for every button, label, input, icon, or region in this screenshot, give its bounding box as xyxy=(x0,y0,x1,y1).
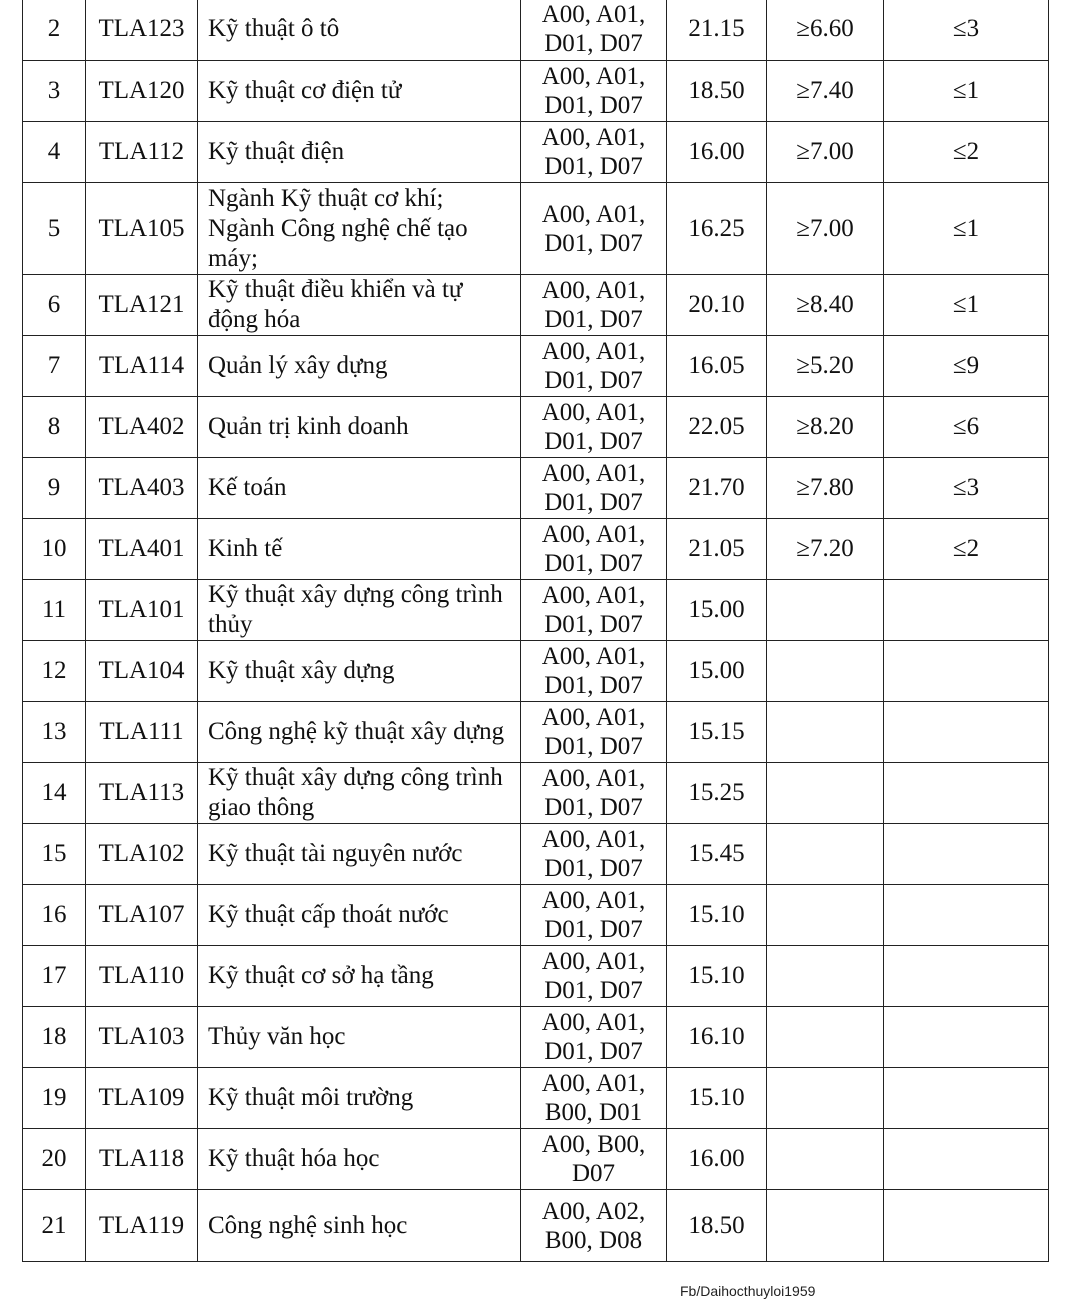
admission-score-cell: 16.00 xyxy=(667,1129,767,1190)
wish-order-cell: ≤9 xyxy=(884,336,1049,397)
table-row xyxy=(23,1068,1049,1129)
subject-combination-cell xyxy=(521,61,667,122)
admission-score-table-container xyxy=(22,0,1048,1262)
program-code-cell: TLA111 xyxy=(86,702,198,763)
subject-combination-line-1: A00, A01, xyxy=(541,338,646,365)
admission-score-cell: 22.05 xyxy=(667,397,767,458)
subject-combination-cell xyxy=(521,1129,667,1190)
table-row xyxy=(23,763,1049,824)
program-code-cell: TLA105 xyxy=(86,183,198,275)
row-number-cell: 10 xyxy=(23,519,86,580)
program-code-cell: TLA401 xyxy=(86,519,198,580)
program-code-cell: TLA102 xyxy=(86,824,198,885)
wish-order-cell: ≤1 xyxy=(884,275,1049,336)
subject-combination-line-1: A00, A01, xyxy=(541,1070,646,1097)
program-name-cell: Thủy văn học xyxy=(198,1007,521,1068)
subject-combination-line-2: D01, D07 xyxy=(544,550,643,577)
program-name-cell: Kỹ thuật môi trường xyxy=(198,1068,521,1129)
admission-score-cell: 21.70 xyxy=(667,458,767,519)
minimum-subject-score-cell xyxy=(767,946,884,1007)
subject-combination-line-1: A00, B00, xyxy=(541,1131,646,1158)
row-number-cell: 5 xyxy=(23,183,86,275)
admission-score-cell: 15.15 xyxy=(667,702,767,763)
program-code-cell: TLA403 xyxy=(86,458,198,519)
row-number-cell: 17 xyxy=(23,946,86,1007)
table-row xyxy=(23,641,1049,702)
subject-combination-line-1: A00, A01, xyxy=(541,887,646,914)
wish-order-cell xyxy=(884,641,1049,702)
subject-combination-line-2: D01, D07 xyxy=(544,29,643,57)
subject-combination-line-1: A00, A01, xyxy=(541,643,646,670)
subject-combination-line-1: A00, A01, xyxy=(541,124,646,151)
program-name-cell: Kỹ thuật ô tô xyxy=(198,0,521,61)
minimum-subject-score-cell: ≥8.40 xyxy=(767,275,884,336)
table-row xyxy=(23,519,1049,580)
table-row xyxy=(23,1129,1049,1190)
row-number-cell: 12 xyxy=(23,641,86,702)
subject-combination-line-2: B00, D08 xyxy=(544,1226,643,1254)
minimum-subject-score-cell: ≥7.20 xyxy=(767,519,884,580)
subject-combination-line-1: A00, A01, xyxy=(541,948,646,975)
wish-order-cell xyxy=(884,1129,1049,1190)
subject-combination-line-1: A00, A01, xyxy=(541,521,646,548)
wish-order-cell xyxy=(884,885,1049,946)
program-code-cell: TLA123 xyxy=(86,0,198,61)
program-name-cell: Kỹ thuật hóa học xyxy=(198,1129,521,1190)
subject-combination-line-2: D01, D07 xyxy=(544,977,643,1004)
subject-combination-line-2: D01, D07 xyxy=(544,489,643,516)
subject-combination-cell xyxy=(521,1190,667,1262)
table-row xyxy=(23,580,1049,641)
admission-score-cell: 15.25 xyxy=(667,763,767,824)
program-code-cell: TLA112 xyxy=(86,122,198,183)
row-number-cell: 19 xyxy=(23,1068,86,1129)
table-row xyxy=(23,183,1049,275)
subject-combination-line-1: A00, A01, xyxy=(541,460,646,487)
program-name-cell: Kế toán xyxy=(198,458,521,519)
wish-order-cell xyxy=(884,580,1049,641)
wish-order-cell: ≤1 xyxy=(884,183,1049,275)
table-row xyxy=(23,824,1049,885)
wish-order-cell: ≤1 xyxy=(884,61,1049,122)
program-name-cell: Kinh tế xyxy=(198,519,521,580)
row-number-cell: 8 xyxy=(23,397,86,458)
subject-combination-cell xyxy=(521,641,667,702)
subject-combination-line-2: D01, D07 xyxy=(544,794,643,821)
minimum-subject-score-cell xyxy=(767,1007,884,1068)
admission-score-cell: 16.05 xyxy=(667,336,767,397)
subject-combination-line-1: A00, A01, xyxy=(541,63,646,90)
wish-order-cell xyxy=(884,1068,1049,1129)
subject-combination-line-2: B00, D01 xyxy=(544,1099,643,1126)
program-code-cell: TLA120 xyxy=(86,61,198,122)
program-name-cell: Quản trị kinh doanh xyxy=(198,397,521,458)
subject-combination-cell xyxy=(521,336,667,397)
subject-combination-line-1: A00, A01, xyxy=(541,826,646,853)
table-row xyxy=(23,397,1049,458)
program-name-cell: Kỹ thuật cơ sở hạ tầng xyxy=(198,946,521,1007)
subject-combination-line-1: A00, A01, xyxy=(541,277,646,304)
subject-combination-line-2: D01, D07 xyxy=(544,1038,643,1065)
subject-combination-line-1: A00, A01, xyxy=(541,765,646,792)
subject-combination-line-1: A00, A01, xyxy=(541,399,646,426)
minimum-subject-score-cell: ≥5.20 xyxy=(767,336,884,397)
admission-score-cell: 18.50 xyxy=(667,61,767,122)
minimum-subject-score-cell: ≥6.60 xyxy=(767,0,884,61)
program-name-cell: Ngành Kỹ thuật cơ khí; Ngành Công nghệ chế tạo máy; xyxy=(198,183,521,275)
program-code-cell: TLA107 xyxy=(86,885,198,946)
subject-combination-line-1: A00, A01, xyxy=(541,582,646,609)
subject-combination-line-1: A00, A01, xyxy=(541,1009,646,1036)
subject-combination-line-2: D01, D07 xyxy=(544,306,643,333)
row-number-cell: 9 xyxy=(23,458,86,519)
subject-combination-cell xyxy=(521,1068,667,1129)
subject-combination-cell xyxy=(521,0,667,61)
row-number-cell: 2 xyxy=(23,0,86,61)
subject-combination-line-2: D07 xyxy=(571,1160,616,1187)
subject-combination-line-1: A00, A02, xyxy=(541,1197,646,1225)
subject-combination-line-2: D01, D07 xyxy=(544,153,643,180)
subject-combination-cell xyxy=(521,702,667,763)
table-row xyxy=(23,61,1049,122)
minimum-subject-score-cell xyxy=(767,580,884,641)
subject-combination-line-2: D01, D07 xyxy=(544,733,643,760)
wish-order-cell: ≤3 xyxy=(884,0,1049,61)
wish-order-cell xyxy=(884,763,1049,824)
minimum-subject-score-cell xyxy=(767,1190,884,1262)
minimum-subject-score-cell: ≥8.20 xyxy=(767,397,884,458)
program-code-cell: TLA114 xyxy=(86,336,198,397)
subject-combination-line-2: D01, D07 xyxy=(544,611,643,638)
program-name-cell: Kỹ thuật xây dựng công trình giao thông xyxy=(198,763,521,824)
wish-order-cell xyxy=(884,702,1049,763)
program-code-cell: TLA119 xyxy=(86,1190,198,1262)
program-code-cell: TLA104 xyxy=(86,641,198,702)
table-row xyxy=(23,702,1049,763)
wish-order-cell xyxy=(884,946,1049,1007)
admission-score-cell: 15.10 xyxy=(667,1068,767,1129)
admission-score-cell: 15.00 xyxy=(667,580,767,641)
table-row xyxy=(23,0,1049,61)
subject-combination-line-2: D01, D07 xyxy=(544,92,643,119)
program-code-cell: TLA109 xyxy=(86,1068,198,1129)
subject-combination-cell xyxy=(521,275,667,336)
admission-score-cell: 21.05 xyxy=(667,519,767,580)
subject-combination-cell xyxy=(521,519,667,580)
subject-combination-line-2: D01, D07 xyxy=(544,855,643,882)
minimum-subject-score-cell: ≥7.00 xyxy=(767,122,884,183)
row-number-cell: 18 xyxy=(23,1007,86,1068)
subject-combination-cell xyxy=(521,946,667,1007)
admission-score-cell: 16.25 xyxy=(667,183,767,275)
minimum-subject-score-cell xyxy=(767,702,884,763)
program-code-cell: TLA118 xyxy=(86,1129,198,1190)
wish-order-cell xyxy=(884,824,1049,885)
program-name-cell: Kỹ thuật điện xyxy=(198,122,521,183)
table-row xyxy=(23,336,1049,397)
program-code-cell: TLA113 xyxy=(86,763,198,824)
program-name-cell: Kỹ thuật cấp thoát nước xyxy=(198,885,521,946)
minimum-subject-score-cell xyxy=(767,763,884,824)
row-number-cell: 4 xyxy=(23,122,86,183)
minimum-subject-score-cell xyxy=(767,824,884,885)
minimum-subject-score-cell: ≥7.40 xyxy=(767,61,884,122)
row-number-cell: 21 xyxy=(23,1190,86,1262)
minimum-subject-score-cell: ≥7.80 xyxy=(767,458,884,519)
subject-combination-line-2: D01, D07 xyxy=(544,428,643,455)
subject-combination-cell xyxy=(521,122,667,183)
admission-score-cell: 20.10 xyxy=(667,275,767,336)
admission-score-cell: 15.45 xyxy=(667,824,767,885)
program-code-cell: TLA110 xyxy=(86,946,198,1007)
table-row xyxy=(23,458,1049,519)
row-number-cell: 20 xyxy=(23,1129,86,1190)
subject-combination-cell xyxy=(521,458,667,519)
admission-score-table xyxy=(22,0,1049,1262)
admission-score-cell: 18.50 xyxy=(667,1190,767,1262)
admission-score-cell: 21.15 xyxy=(667,0,767,61)
program-name-cell: Kỹ thuật điều khiển và tự động hóa xyxy=(198,275,521,336)
row-number-cell: 6 xyxy=(23,275,86,336)
program-name-cell: Công nghệ sinh học xyxy=(198,1190,521,1262)
table-row xyxy=(23,122,1049,183)
row-number-cell: 15 xyxy=(23,824,86,885)
row-number-cell: 13 xyxy=(23,702,86,763)
table-row xyxy=(23,1190,1049,1262)
row-number-cell: 14 xyxy=(23,763,86,824)
row-number-cell: 3 xyxy=(23,61,86,122)
subject-combination-line-1: A00, A01, xyxy=(541,704,646,731)
subject-combination-line-1: A00, A01, xyxy=(541,200,646,228)
program-name-cell: Kỹ thuật tài nguyên nước xyxy=(198,824,521,885)
table-row xyxy=(23,1007,1049,1068)
wish-order-cell: ≤2 xyxy=(884,519,1049,580)
row-number-cell: 11 xyxy=(23,580,86,641)
row-number-cell: 16 xyxy=(23,885,86,946)
table-row xyxy=(23,946,1049,1007)
subject-combination-line-2: D01, D07 xyxy=(544,229,643,257)
subject-combination-cell xyxy=(521,824,667,885)
minimum-subject-score-cell xyxy=(767,1129,884,1190)
subject-combination-cell xyxy=(521,183,667,275)
program-name-cell: Công nghệ kỹ thuật xây dựng xyxy=(198,702,521,763)
admission-score-cell: 15.10 xyxy=(667,946,767,1007)
admission-score-cell: 15.10 xyxy=(667,885,767,946)
program-name-cell: Kỹ thuật cơ điện tử xyxy=(198,61,521,122)
program-code-cell: TLA121 xyxy=(86,275,198,336)
subject-combination-line-2: D01, D07 xyxy=(544,367,643,394)
program-name-cell: Kỹ thuật xây dựng xyxy=(198,641,521,702)
minimum-subject-score-cell: ≥7.00 xyxy=(767,183,884,275)
wish-order-cell xyxy=(884,1190,1049,1262)
footer-watermark: Fb/Daihocthuyloi1959 xyxy=(680,1283,816,1299)
program-name-cell: Kỹ thuật xây dựng công trình thủy xyxy=(198,580,521,641)
minimum-subject-score-cell xyxy=(767,641,884,702)
subject-combination-line-2: D01, D07 xyxy=(544,916,643,943)
subject-combination-cell xyxy=(521,580,667,641)
wish-order-cell: ≤3 xyxy=(884,458,1049,519)
admission-score-cell: 15.00 xyxy=(667,641,767,702)
wish-order-cell xyxy=(884,1007,1049,1068)
subject-combination-line-2: D01, D07 xyxy=(544,672,643,699)
row-number-cell: 7 xyxy=(23,336,86,397)
wish-order-cell: ≤2 xyxy=(884,122,1049,183)
program-code-cell: TLA402 xyxy=(86,397,198,458)
minimum-subject-score-cell xyxy=(767,1068,884,1129)
wish-order-cell: ≤6 xyxy=(884,397,1049,458)
subject-combination-cell xyxy=(521,1007,667,1068)
program-code-cell: TLA101 xyxy=(86,580,198,641)
subject-combination-cell xyxy=(521,763,667,824)
table-row xyxy=(23,275,1049,336)
table-row xyxy=(23,885,1049,946)
program-code-cell: TLA103 xyxy=(86,1007,198,1068)
subject-combination-cell xyxy=(521,397,667,458)
minimum-subject-score-cell xyxy=(767,885,884,946)
program-name-cell: Quản lý xây dựng xyxy=(198,336,521,397)
subject-combination-cell xyxy=(521,885,667,946)
admission-score-cell: 16.10 xyxy=(667,1007,767,1068)
admission-score-cell: 16.00 xyxy=(667,122,767,183)
table-body xyxy=(23,0,1049,1262)
subject-combination-line-1: A00, A01, xyxy=(541,0,646,28)
